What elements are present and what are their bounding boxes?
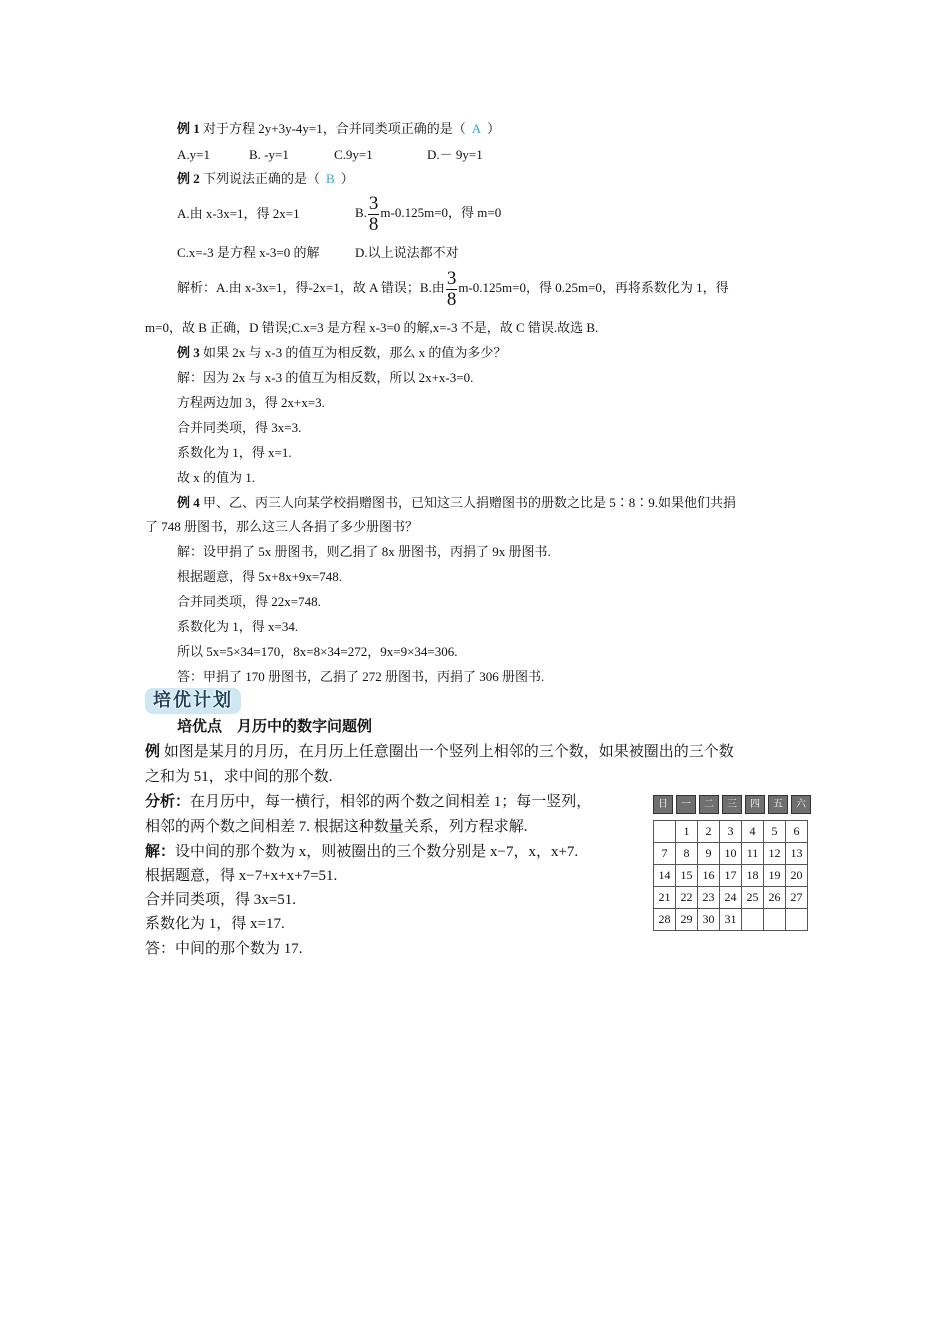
weekday-cell: 六	[791, 795, 811, 814]
calendar-day: 17	[720, 865, 742, 887]
example-2-stem: 下列说法正确的是（	[203, 171, 321, 186]
example-1-question	[177, 120, 500, 137]
example-1-option-b: B. -y=1	[249, 147, 289, 162]
peiyou-analysis-line-2: 相邻的两个数之间相差 7. 根据这种数量关系，列方程求解.	[145, 819, 528, 835]
example-4-step: 根据题意，得 5x+8x+9x=748.	[177, 569, 342, 584]
calendar-day: 3	[720, 821, 742, 843]
example-4-question-line-2: 了 748 册图书，那么这三人各捐了多少册图书？	[145, 519, 419, 534]
example-3-step: 合并同类项，得 3x=3.	[177, 420, 302, 435]
calendar-day: 4	[742, 821, 764, 843]
example-4-step: 系数化为 1，得 x=34.	[177, 619, 299, 634]
example-2-analysis-line-2: m=0，故 B 正确，D 错误;C.x=3 是方程 x-3=0 的解,x=-3 不是，故 C 错误.故选 B.	[145, 320, 599, 335]
example-2-option-d: D.以上说法都不对	[355, 245, 459, 260]
calendar-day: 13	[786, 843, 808, 865]
calendar-row	[654, 821, 808, 843]
calendar-day: 29	[676, 909, 698, 931]
fraction-three-eighths-analysis	[446, 269, 458, 310]
weekday-cell: 四	[745, 795, 765, 814]
analysis-prefix: 解析：A.由 x-3x=1，得-2x=1，故 A 错误；B.由	[177, 280, 445, 295]
example-1-label: 例 1	[177, 121, 200, 136]
example-1-option-a: A.y=1	[177, 147, 210, 162]
calendar-row	[654, 909, 808, 931]
example-3-step: 系数化为 1，得 x=1.	[177, 445, 292, 460]
analysis-suffix: m-0.125m=0，得 0.25m=0，再将系数化为 1，得	[458, 280, 729, 295]
calendar-figure	[653, 795, 811, 931]
calendar-day: 18	[742, 865, 764, 887]
example-1-stem: 对于方程 2y+3y-4y=1，合并同类项正确的是（	[203, 121, 466, 136]
example-1-option-c: C.9y=1	[334, 147, 373, 162]
weekday-cell: 一	[676, 795, 696, 814]
peiyou-solution-text: 设中间的那个数为 x，则被圈出的三个数分别是 x−7，x，x+7.	[175, 844, 579, 860]
peiyou-example-line-2: 之和为 51，求中间的那个数.	[145, 769, 333, 785]
calendar-day: 14	[654, 865, 676, 887]
calendar-day	[764, 909, 786, 931]
calendar-day: 23	[698, 887, 720, 909]
example-3-step: 方程两边加 3，得 2x+x=3.	[177, 395, 325, 410]
calendar-day: 5	[764, 821, 786, 843]
calendar-day	[654, 821, 676, 843]
example-2-analysis-line-1	[177, 267, 729, 310]
calendar-day: 24	[720, 887, 742, 909]
calendar-day: 26	[764, 887, 786, 909]
peiyou-banner: 培优计划	[145, 688, 241, 714]
fraction-denominator: 8	[446, 288, 457, 310]
fraction-three-eighths	[368, 194, 380, 235]
example-4-label: 例 4	[177, 495, 200, 510]
example-4-stem: 甲、乙、丙三人向某学校捐赠图书，已知这三人捐赠图书的册数之比是 5∶8∶9.如果他们共捐	[203, 495, 737, 510]
option-b-prefix: B.	[355, 205, 367, 220]
calendar-day: 7	[654, 843, 676, 865]
calendar-day: 10	[720, 843, 742, 865]
peiyou-solution-step: 系数化为 1，得 x=17.	[145, 916, 285, 932]
example-4-step: 合并同类项，得 22x=748.	[177, 594, 321, 609]
peiyou-solution-label: 解：	[145, 844, 176, 860]
example-3-label: 例 3	[177, 345, 200, 360]
calendar-day: 28	[654, 909, 676, 931]
peiyou-analysis-text: 在月历中，每一横行，相邻的两个数之间相差 1；每一竖列，	[190, 794, 592, 810]
peiyou-example-line-1	[145, 742, 734, 762]
example-1-close: ）	[487, 121, 501, 136]
example-3-stem: 如果 2x 与 x-3 的值互为相反数，那么 x 的值为多少？	[203, 345, 507, 360]
fraction-numerator: 3	[446, 267, 457, 289]
example-4-step: 所以 5x=5×34=170，8x=8×34=272，9x=9×34=306.	[177, 644, 458, 659]
peiyou-solution-step: 合并同类项，得 3x=51.	[145, 892, 296, 908]
example-4-step: 解：设甲捐了 5x 册图书，则乙捐了 8x 册图书，丙捐了 9x 册图书.	[177, 544, 551, 559]
example-2-question	[177, 170, 354, 187]
example-2-answer: B	[326, 171, 335, 186]
peiyou-solution-step: 答：中间的那个数为 17.	[145, 941, 303, 957]
peiyou-topic-title: 培优点 月历中的数字问题例	[177, 719, 373, 735]
calendar-day: 2	[698, 821, 720, 843]
calendar-day	[786, 909, 808, 931]
calendar-day: 27	[786, 887, 808, 909]
calendar-day: 19	[764, 865, 786, 887]
option-b-suffix: m-0.125m=0，得 m=0	[380, 205, 502, 220]
calendar-row	[654, 843, 808, 865]
calendar-day: 8	[676, 843, 698, 865]
calendar-row	[654, 887, 808, 909]
example-1-answer: A	[471, 121, 482, 136]
calendar-day: 15	[676, 865, 698, 887]
calendar-day: 1	[676, 821, 698, 843]
calendar-day: 20	[786, 865, 808, 887]
example-4-step: 答：甲捐了 170 册图书，乙捐了 272 册图书，丙捐了 306 册图书.	[177, 669, 545, 684]
calendar-day: 21	[654, 887, 676, 909]
calendar-weekday-header	[653, 795, 811, 814]
calendar-day: 31	[720, 909, 742, 931]
calendar-day: 30	[698, 909, 720, 931]
peiyou-example-text: 如图是某月的月历，在月历上任意圈出一个竖列上相邻的三个数，如果被圈出的三个数	[163, 744, 734, 760]
example-3-step: 故 x 的值为 1.	[177, 470, 256, 485]
peiyou-analysis-line-1	[145, 792, 591, 812]
calendar-day: 16	[698, 865, 720, 887]
example-2-close: ）	[340, 171, 354, 186]
example-4-question-line-1	[177, 494, 736, 511]
example-2-option-b	[355, 192, 501, 235]
peiyou-analysis-label: 分析：	[145, 794, 191, 810]
calendar-row	[654, 865, 808, 887]
calendar-day: 22	[676, 887, 698, 909]
example-2-option-c: C.x=-3 是方程 x-3=0 的解	[177, 245, 320, 260]
peiyou-example-label: 例	[145, 744, 161, 760]
calendar-day: 6	[786, 821, 808, 843]
fraction-numerator: 3	[368, 192, 379, 214]
peiyou-solution-step: 根据题意，得 x−7+x+x+7=51.	[145, 868, 338, 884]
example-2-label: 例 2	[177, 171, 200, 186]
calendar-day: 9	[698, 843, 720, 865]
weekday-cell: 三	[722, 795, 742, 814]
peiyou-solution-line-1	[145, 842, 578, 862]
calendar-day: 11	[742, 843, 764, 865]
example-3-step: 解：因为 2x 与 x-3 的值互为相反数，所以 2x+x-3=0.	[177, 370, 474, 385]
weekday-cell: 五	[768, 795, 788, 814]
calendar-grid	[653, 820, 808, 931]
example-3-question	[177, 344, 506, 361]
calendar-day: 25	[742, 887, 764, 909]
example-2-option-a: A.由 x-3x=1，得 2x=1	[177, 206, 300, 221]
fraction-denominator: 8	[368, 213, 379, 235]
calendar-day: 12	[764, 843, 786, 865]
example-1-option-d: D.－ 9y=1	[427, 147, 483, 162]
calendar-day	[742, 909, 764, 931]
weekday-cell: 日	[653, 795, 673, 814]
weekday-cell: 二	[699, 795, 719, 814]
